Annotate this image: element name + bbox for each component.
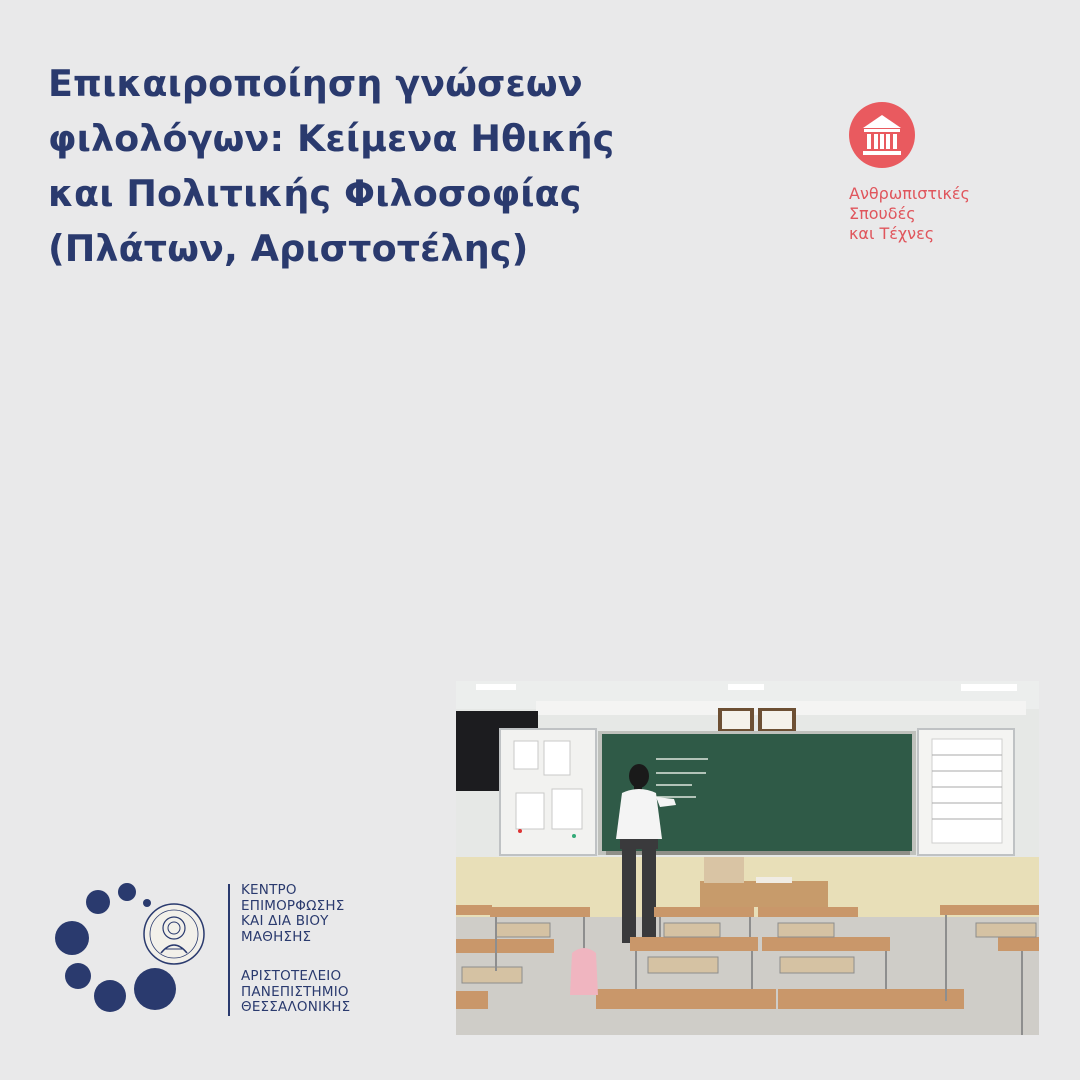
university-name-line: ΑΡΙΣΤΟΤΕΛΕΙΟ [241,968,342,984]
category-line: και Τέχνες [849,224,935,243]
logo-divider [228,884,230,1016]
center-name-line: ΚΑΙ ΔΙΑ ΒΙΟΥ [241,913,329,929]
course-title [48,56,728,276]
category-badge [849,102,1029,244]
university-seal-icon [143,903,205,965]
university-name-line: ΠΑΝΕΠΙΣΤΗΜΙΟ [241,983,349,1000]
center-name-line: ΚΕΝΤΡΟ [241,882,297,898]
category-label [849,184,1029,244]
classroom-photo [456,681,1039,1035]
title-line: (Πλάτων, Αριστοτέλης) [48,227,529,270]
center-name-line: ΕΠΙΜΟΡΦΩΣΗΣ [241,897,345,914]
category-line: Ανθρωπιστικές [849,184,970,203]
title-line: Επικαιροποίηση γνώσεων [48,62,583,105]
title-line: φιλολόγων: Κείμενα Ηθικής [48,117,615,160]
center-name [241,883,344,945]
title-line: και Πολιτικής Φιλοσοφίας [48,172,582,215]
category-line: Σπουδές [849,204,916,223]
center-name-line: ΜΑΘΗΣΗΣ [241,928,312,945]
museum-icon [849,102,915,168]
university-name-line: ΘΕΣΣΑΛΟΝΙΚΗΣ [241,999,351,1015]
university-name [241,969,350,1016]
